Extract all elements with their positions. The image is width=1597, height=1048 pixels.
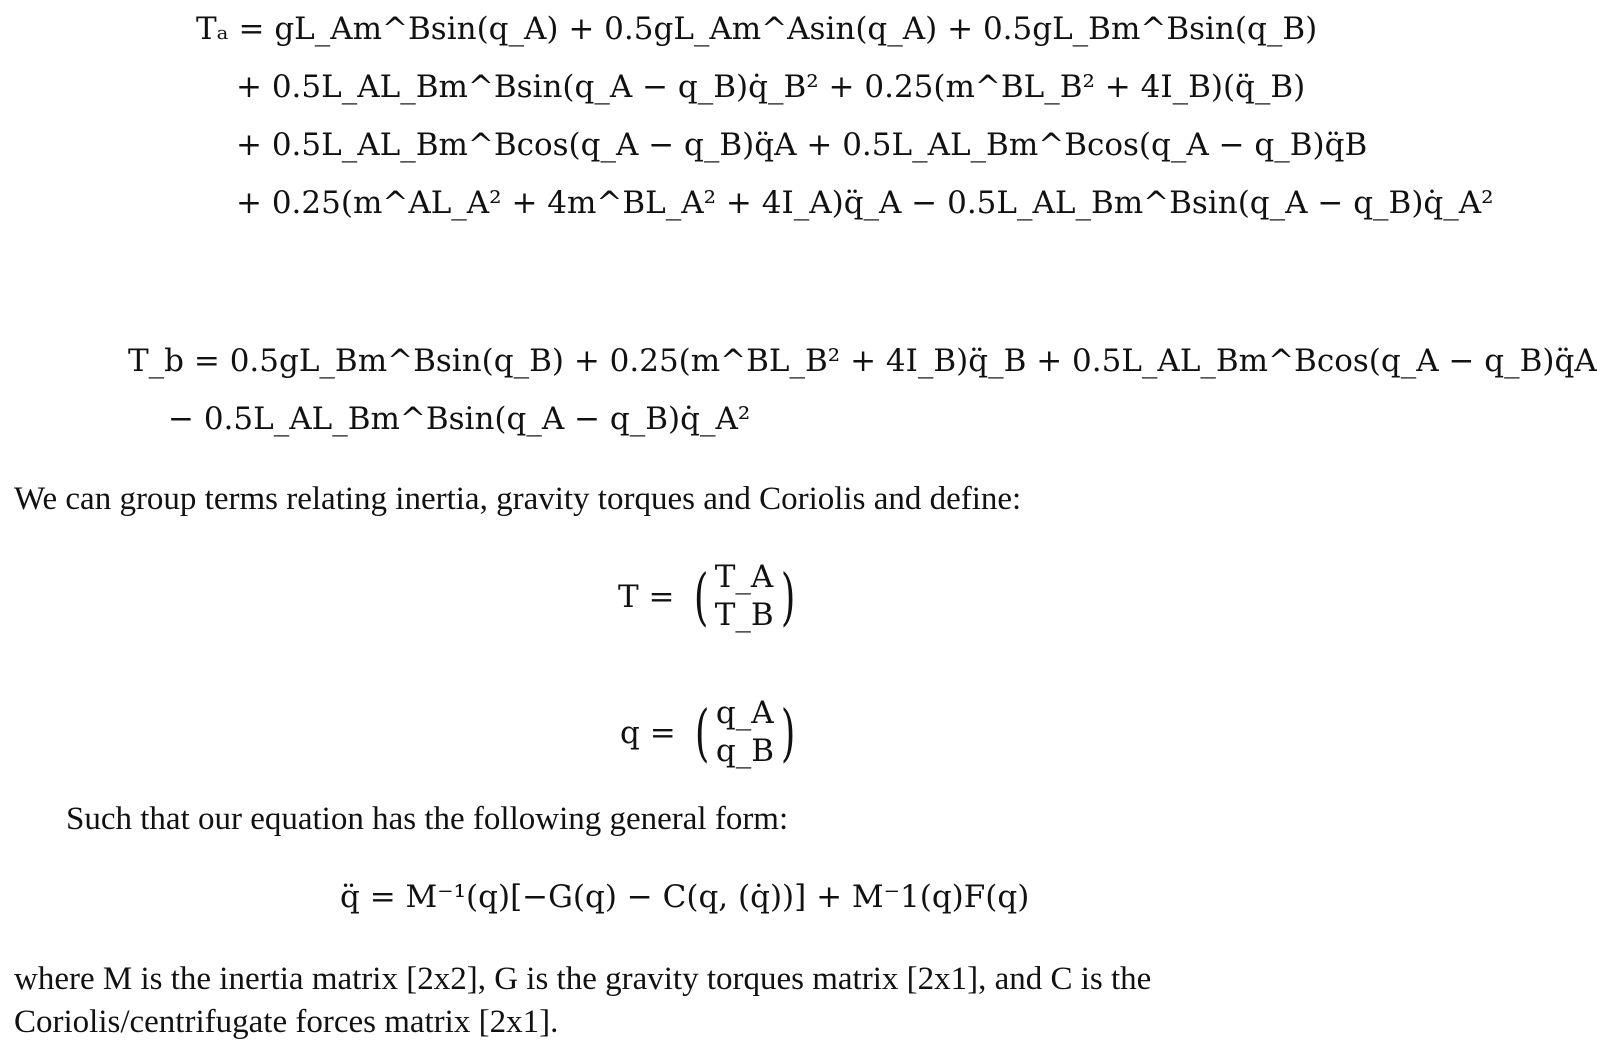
equation-tb-line-1: T_b = 0.5gL_Bm^Bsin(q_B) + 0.25(m^BL_B² + 4I_B)q̈_B + 0.5L_AL_Bm^Bcos(q_A − q_B)q̈A xyxy=(128,343,1597,379)
equation-ta-line-3: + 0.5L_AL_Bm^Bcos(q_A − q_B)q̈A + 0.5L_AL_Bm^Bcos(q_A − q_B)q̈B xyxy=(236,127,1368,163)
vector-q xyxy=(620,696,800,769)
equation-general-form: q̈ = M⁻¹(q)[−G(q) − C(q, (q̇))] + M⁻1(q)F(q) xyxy=(340,879,1030,915)
left-paren: ( xyxy=(694,695,710,769)
left-paren: ( xyxy=(693,559,708,633)
paragraph-such-that: Such that our equation has the following general form: xyxy=(66,801,789,837)
right-paren: ) xyxy=(780,695,796,769)
equation-ta-line-1: Tₐ = gL_Am^Bsin(q_A) + 0.5gL_Am^Asin(q_A) + 0.5gL_Bm^Bsin(q_B) xyxy=(196,11,1318,47)
vector-t-lhs: T = xyxy=(618,578,675,615)
vector-q-lhs: q = xyxy=(620,714,676,751)
vector-t-entry-b: T_B xyxy=(714,596,774,633)
vector-q-entry-b: q_B xyxy=(715,732,775,769)
equation-ta-line-4: + 0.25(m^AL_A² + 4m^BL_A² + 4I_A)q̈_A − 0.5L_AL_Bm^Bsin(q_A − q_B)q̇_A² xyxy=(236,185,1494,221)
equation-ta-line-2: + 0.5L_AL_Bm^Bsin(q_A − q_B)q̇_B² + 0.25(m^BL_B² + 4I_B)(q̈_B) xyxy=(236,69,1306,105)
vector-q-entry-a: q_A xyxy=(715,695,774,731)
vector-t-entries xyxy=(713,560,776,633)
paragraph-group-terms: We can group terms relating inertia, gravity torques and Coriolis and define: xyxy=(14,481,1022,517)
vector-q-entries xyxy=(714,696,776,769)
equation-tb-line-2: − 0.5L_AL_Bm^Bsin(q_A − q_B)q̇_A² xyxy=(168,401,751,437)
right-paren: ) xyxy=(780,559,796,633)
paragraph-where-m: where M is the inertia matrix [2x2], G is the gravity torques matrix [2x1], and C is the Coriolis/centrifugate forces matrix [2x1]. xyxy=(14,961,1152,1040)
vector-t-entry-a: T_A xyxy=(714,559,774,595)
vector-t xyxy=(618,560,800,633)
